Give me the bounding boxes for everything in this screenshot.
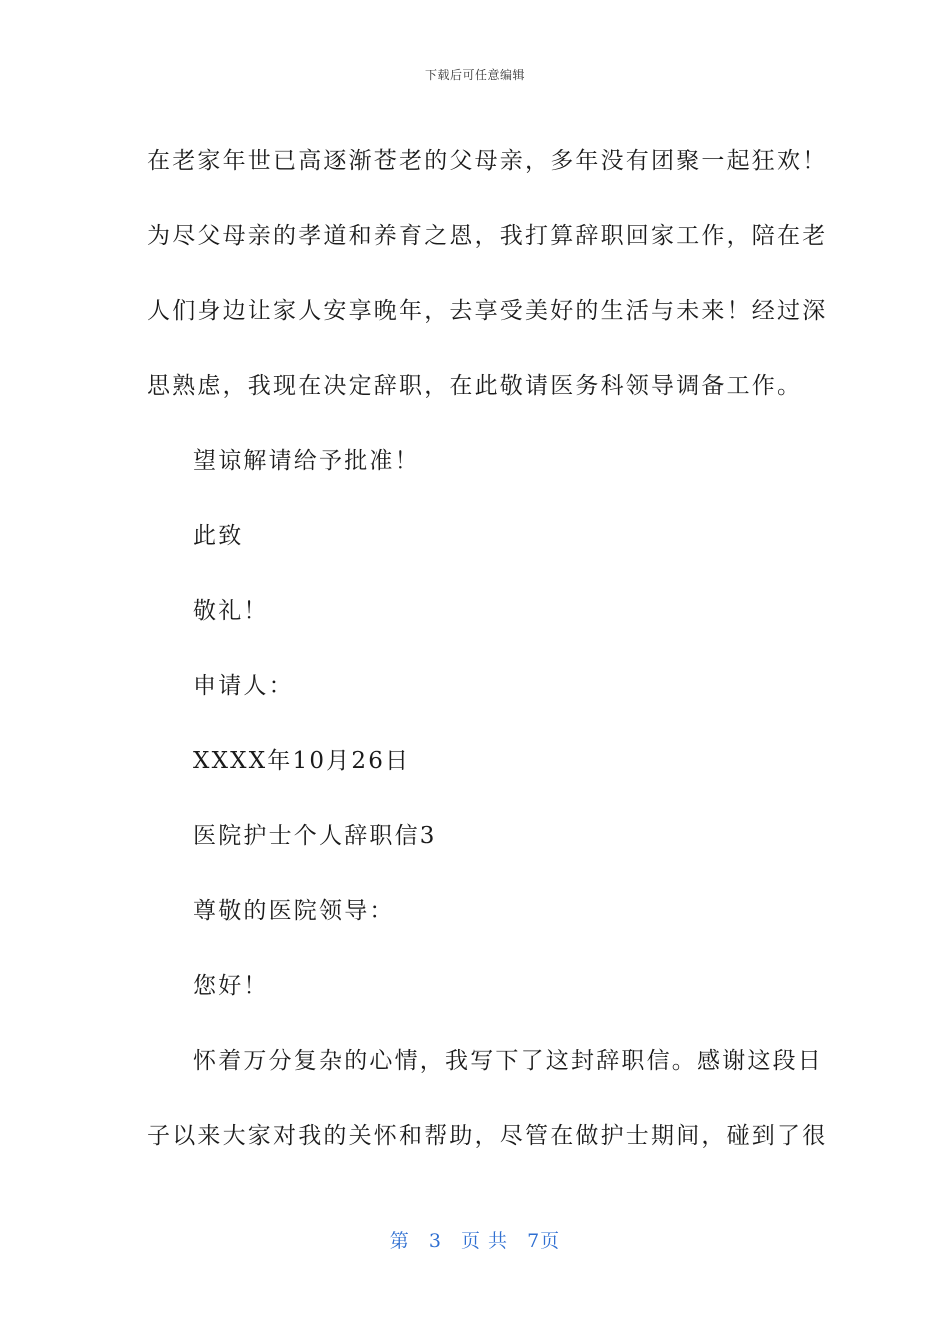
- body-line-2: 为尽父母亲的孝道和养育之恩，我打算辞职回家工作，陪在老: [147, 223, 828, 249]
- footer-page-number: 3: [428, 1230, 442, 1252]
- body-line-4: 思熟虑，我现在决定辞职，在此敬请医务科领导调备工作。: [147, 373, 803, 399]
- letter-date: XXXX年10月26日: [193, 748, 411, 774]
- applicant-label: 申请人：: [193, 673, 294, 699]
- greeting-recipient: 尊敬的医院领导：: [193, 898, 395, 924]
- letter-body: [147, 124, 828, 1174]
- body-line-1: 在老家年世已高逐渐苍老的父母亲，多年没有团聚一起狂欢！: [147, 148, 828, 174]
- footer-prefix: 第: [389, 1230, 410, 1252]
- body-line-14: 子以来大家对我的关怀和帮助，尽管在做护士期间，碰到了很: [147, 1123, 828, 1149]
- section-title: 医院护士个人辞职信3: [193, 823, 437, 849]
- greeting-hello: 您好！: [193, 973, 269, 999]
- body-line-13: 怀着万分复杂的心情，我写下了这封辞职信。感谢这段日: [193, 1048, 823, 1074]
- footer-middle: 页 共: [461, 1230, 509, 1252]
- footer-total-pages: 7页: [527, 1230, 561, 1252]
- closing-regards: 敬礼！: [193, 598, 269, 624]
- body-line-3: 人们身边让家人安享晚年，去享受美好的生活与未来！经过深: [147, 298, 828, 324]
- page-number-footer: [0, 1226, 950, 1253]
- request-approval-line: 望谅解请给予批准！: [193, 448, 420, 474]
- closing-salutation: 此致: [193, 523, 244, 549]
- header-note: 下载后可任意编辑: [424, 68, 525, 82]
